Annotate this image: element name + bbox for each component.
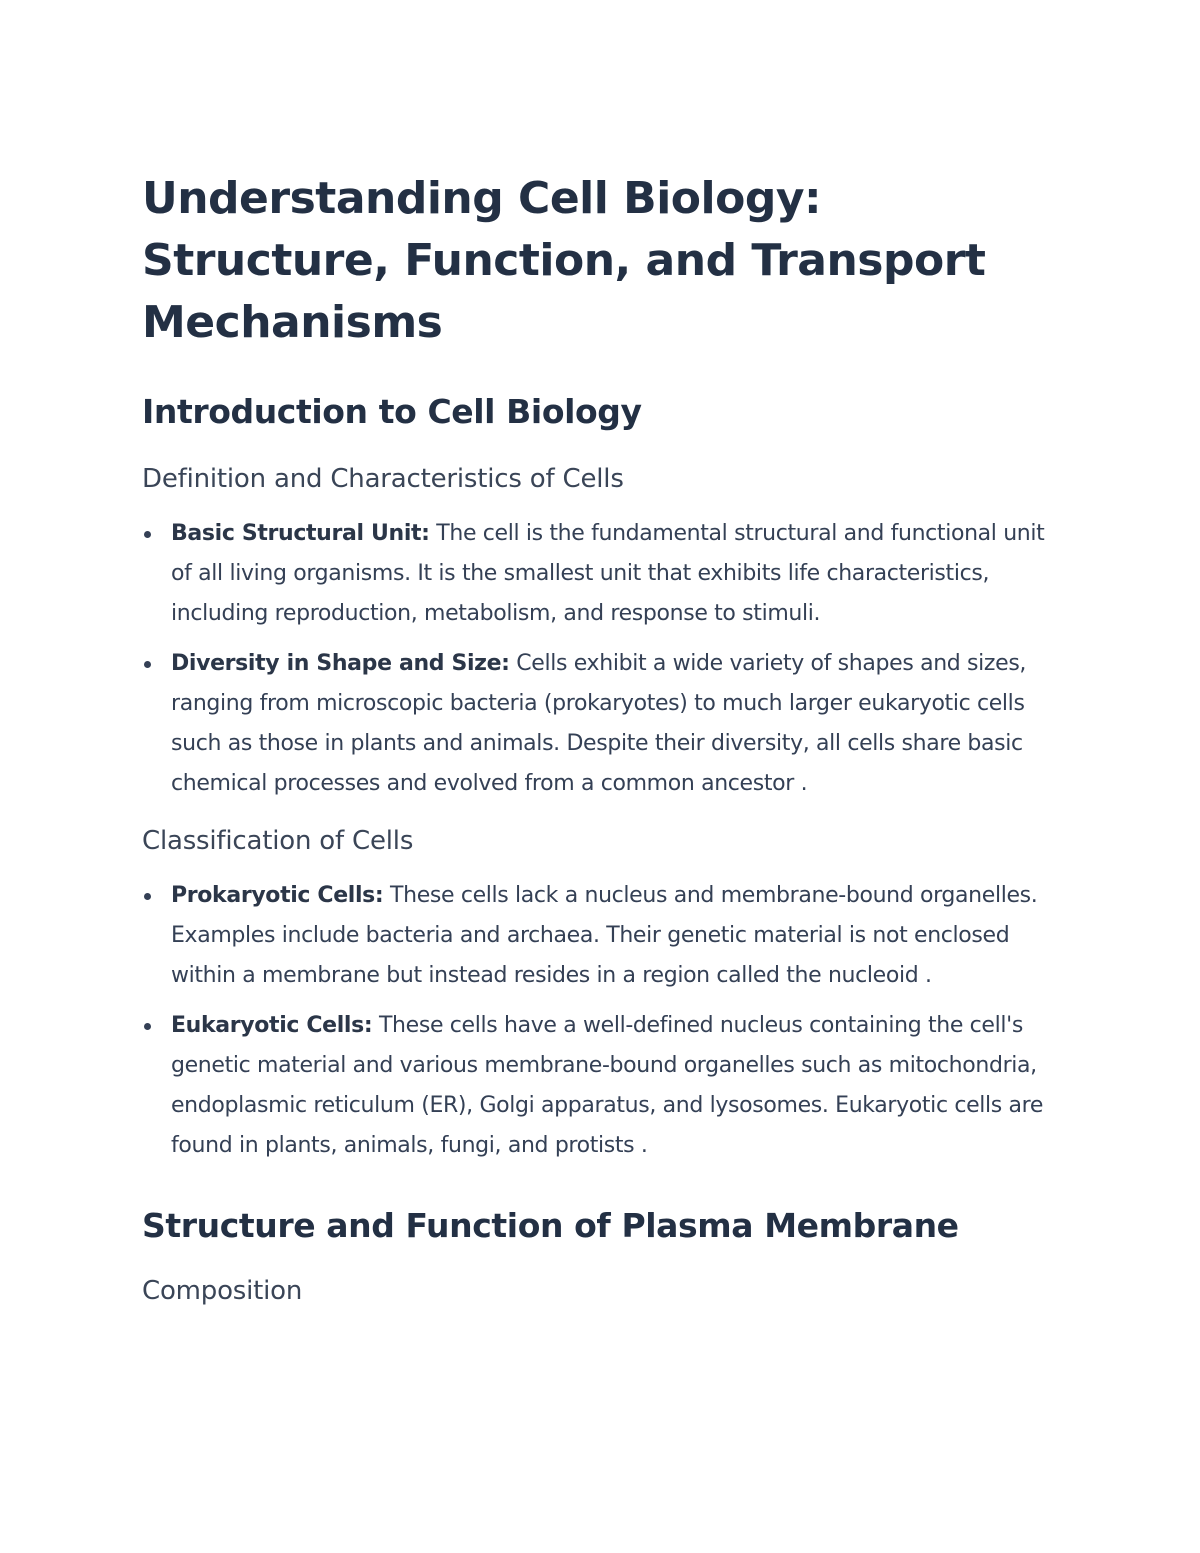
list-item-text: These cells lack a nucleus and membrane-bound organelles. Examples include bacteria and archaea. Their genetic material is not enclosed within a membrane but instead resides in a region called the nucleoid . [171,883,1038,988]
section-plasma-membrane [142,1206,1062,1308]
list-item-text: Cells exhibit a wide variety of shapes and sizes, ranging from microscopic bacteria (prokaryotes) to much larger eukaryotic cells such as those in plants and animals. Despite their diversity, all cells share basic chemical processes and evolved from a common ancestor . [171,651,1027,796]
document-title: Understanding Cell Biology: Structure, Function, and Transport Mechanisms [142,173,986,348]
list-item [142,644,1062,804]
subsection-definition [142,462,1062,804]
bullet-icon [144,893,151,900]
bullet-list-definition [142,514,1062,804]
list-item [142,514,1062,634]
subsection-heading-classification: Classification of Cells [142,826,414,856]
subsection-heading-definition: Definition and Characteristics of Cells [142,464,624,494]
list-item [142,876,1062,996]
list-item-label: Diversity in Shape and Size: [171,651,510,676]
section-introduction [142,392,1062,1166]
list-item [142,1006,1062,1166]
section-heading-plasma-membrane: Structure and Function of Plasma Membrane [142,1206,959,1245]
bullet-list-classification [142,876,1062,1166]
list-item-label: Prokaryotic Cells: [171,883,384,908]
list-item-label: Eukaryotic Cells: [171,1013,373,1038]
bullet-icon [144,1023,151,1030]
list-item-text: The cell is the fundamental structural and functional unit of all living organisms. It is the smallest unit that exhibits life characteristics, including reproduction, metabolism, and response to stimuli. [171,521,1045,626]
subsection-heading-composition: Composition [142,1276,303,1306]
list-item-text: These cells have a well-defined nucleus containing the cell's genetic material and various membrane-bound organelles such as mitochondria, endoplasmic reticulum (ER), Golgi apparatus, and lysosomes. Eukaryotic cells are found in plants, animals, fungi, and protists . [171,1013,1044,1158]
bullet-icon [144,531,151,538]
subsection-classification [142,824,1062,1166]
document-page [142,168,1062,1326]
list-item-label: Basic Structural Unit: [171,521,430,546]
section-heading-introduction: Introduction to Cell Biology [142,392,642,431]
bullet-icon [144,661,151,668]
